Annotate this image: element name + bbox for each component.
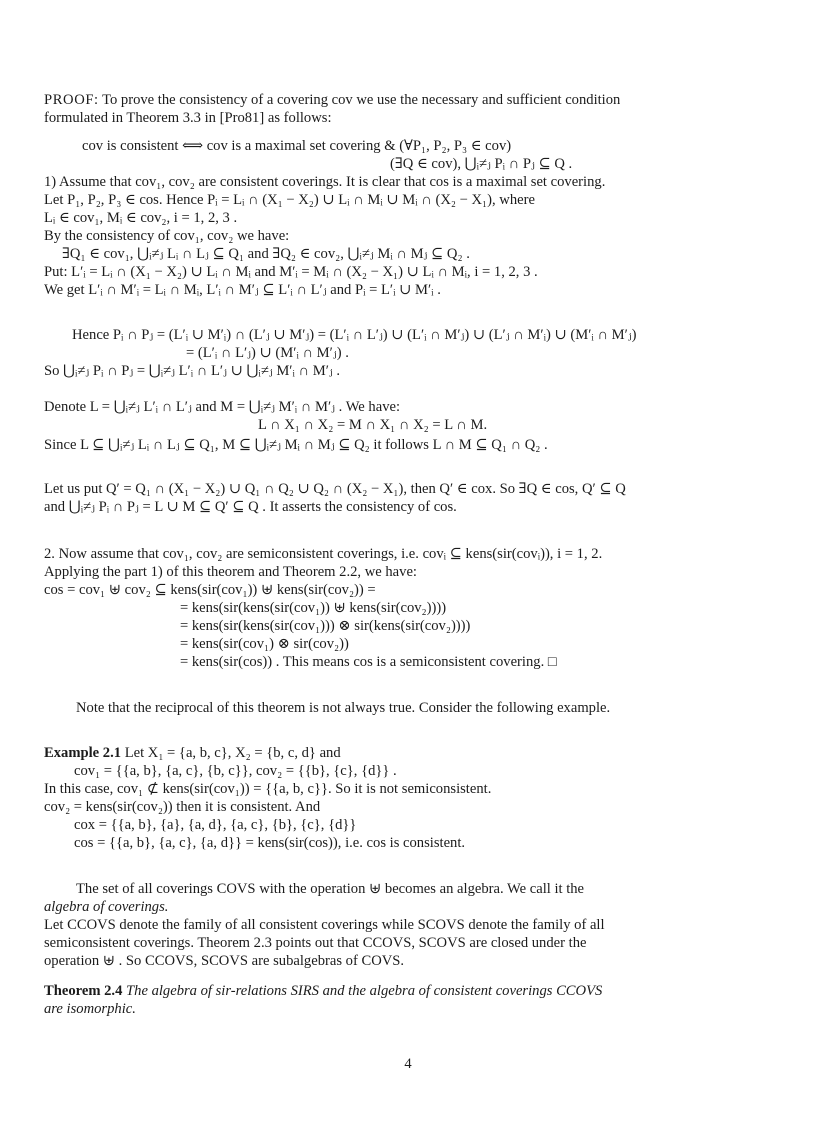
text-line: formulated in Theorem 3.3 in [Pro81] as follows: <box>44 110 332 126</box>
formula-line: = (L′ᵢ ∩ L′ⱼ) ∪ (M′ᵢ ∩ M′ⱼ) . <box>186 345 349 361</box>
example-line-1: Example 2.1 Let X₁ = {a, b, c}, X₂ = {b, c, d} and <box>44 745 341 761</box>
text-line: Lᵢ ∈ cov₁, Mᵢ ∈ cov₂, i = 1, 2, 3 . <box>44 210 238 226</box>
formula-line: cov is consistent ⟺ cov is a maximal set covering & (∀P₁, P₂, P₃ ∈ cov) <box>82 138 512 154</box>
text-line: algebra of coverings. <box>44 899 169 915</box>
formula-line: ∃Q₁ ∈ cov₁, ⋃ᵢ≠ⱼ Lᵢ ∩ Lⱼ ⊆ Q₁ and ∃Q₂ ∈ cov₂, ⋃ᵢ≠ⱼ Mᵢ ∩ Mⱼ ⊆ Q₂ . <box>62 246 470 262</box>
text-line: 2. Now assume that cov₁, cov₂ are semiconsistent coverings, i.e. covᵢ ⊆ kens(sir(covᵢ)), i = 1, 2. <box>44 546 603 562</box>
formula-line: L ∩ X₁ ∩ X₂ = M ∩ X₁ ∩ X₂ = L ∩ M. <box>258 417 488 433</box>
text-line: Applying the part 1) of this theorem and Theorem 2.2, we have: <box>44 564 417 580</box>
formula-line: Hence Pᵢ ∩ Pⱼ = (L′ᵢ ∪ M′ᵢ) ∩ (L′ⱼ ∪ M′ⱼ) = (L′ᵢ ∩ L′ⱼ) ∪ (L′ᵢ ∩ M′ⱼ) ∪ (L′ⱼ ∩ M′ᵢ) ∪ (M′ᵢ ∩ M′ⱼ) <box>72 327 637 343</box>
formula-line: cos = cov₁ ⊎ cov₂ ⊆ kens(sir(cov₁)) ⊎ kens(sir(cov₂)) = <box>44 582 376 598</box>
formula-line: = kens(sir(cov₁) ⊗ sir(cov₂)) <box>180 636 349 652</box>
text-line: operation ⊎ . So CCOVS, SCOVS are subalgebras of COVS. <box>44 953 405 969</box>
formula-line: = kens(sir(kens(sir(cov₁)) ⊎ kens(sir(cov₂)))) <box>180 600 447 616</box>
text-line: 1) Assume that cov₁, cov₂ are consistent coverings. It is clear that cos is a maximal set covering. <box>44 174 606 190</box>
formula-line: cox = {{a, b}, {a}, {a, d}, {a, c}, {b}, {c}, {d}} <box>74 817 357 833</box>
text-line: In this case, cov₁ ⊄ kens(sir(cov₁)) = {{a, b, c}}. So it is not semiconsistent. <box>44 781 492 797</box>
text-line: Denote L = ⋃ᵢ≠ⱼ L′ᵢ ∩ L′ⱼ and M = ⋃ᵢ≠ⱼ M′ᵢ ∩ M′ⱼ . We have: <box>44 399 401 415</box>
text-line: The set of all coverings COVS with the operation ⊎ becomes an algebra. We call it the <box>76 881 585 897</box>
example-label: Example 2.1 <box>44 745 122 761</box>
text-line: We get L′ᵢ ∩ M′ᵢ = Lᵢ ∩ Mᵢ, L′ᵢ ∩ M′ⱼ ⊆ L′ᵢ ∩ L′ⱼ and Pᵢ = L′ᵢ ∪ M′ᵢ . <box>44 282 441 298</box>
proof-line-1: PROOF: To prove the consistency of a covering cov we use the necessary and sufficient condition <box>44 92 621 108</box>
formula-line: cos = {{a, b}, {a, c}, {a, d}} = kens(sir(cos)), i.e. cos is consistent. <box>74 835 466 851</box>
formula-line: cov₁ = {{a, b}, {a, c}, {b, c}}, cov₂ = {{b}, {c}, {d}} . <box>74 763 397 779</box>
text-line: Since L ⊆ ⋃ᵢ≠ⱼ Lᵢ ∩ Lⱼ ⊆ Q₁, M ⊆ ⋃ᵢ≠ⱼ Mᵢ ∩ Mⱼ ⊆ Q₂ it follows L ∩ M ⊆ Q₁ ∩ Q₂ . <box>44 437 548 453</box>
text-line: are isomorphic. <box>44 1001 136 1017</box>
text-line: By the consistency of cov₁, cov₂ we have: <box>44 228 290 244</box>
theorem-label: Theorem 2.4 <box>44 983 123 999</box>
text-line: Put: L′ᵢ = Lᵢ ∩ (X₁ − X₂) ∪ Lᵢ ∩ Mᵢ and M′ᵢ = Mᵢ ∩ (X₂ − X₁) ∪ Lᵢ ∩ Mᵢ, i = 1, 2, 3 . <box>44 264 538 280</box>
formula-line: = kens(sir(kens(sir(cov₁))) ⊗ sir(kens(sir(cov₂)))) <box>180 618 471 634</box>
formula-line: (∃Q ∈ cov), ⋃ᵢ≠ⱼ Pᵢ ∩ Pⱼ ⊆ Q . <box>390 156 573 172</box>
proof-label: PROOF: <box>44 92 99 108</box>
formula-line: So ⋃ᵢ≠ⱼ Pᵢ ∩ Pⱼ = ⋃ᵢ≠ⱼ L′ᵢ ∩ L′ⱼ ∪ ⋃ᵢ≠ⱼ M′ᵢ ∩ M′ⱼ . <box>44 363 341 379</box>
text-line: Let CCOVS denote the family of all consistent coverings while SCOVS denote the family of all <box>44 917 605 933</box>
text-line: semiconsistent coverings. Theorem 2.3 points out that CCOVS, SCOVS are closed under the <box>44 935 587 951</box>
text-line: cov₂ = kens(sir(cov₂)) then it is consistent. And <box>44 799 321 815</box>
text-line: Let us put Q′ = Q₁ ∩ (X₁ − X₂) ∪ Q₁ ∩ Q₂ ∪ Q₂ ∩ (X₂ − X₁), then Q′ ∈ cox. So ∃Q ∈ cos, Q′ ⊆ Q <box>44 481 626 497</box>
theorem-line-1: Theorem 2.4 The algebra of sir-relations SIRS and the algebra of consistent coverings CCOVS <box>44 983 603 999</box>
formula-line: = kens(sir(cos)) . This means cos is a semiconsistent covering. □ <box>180 654 557 670</box>
page-number: 4 <box>404 1056 412 1072</box>
text-line: Let P₁, P₂, P₃ ∈ cos. Hence Pᵢ = Lᵢ ∩ (X₁ − X₂) ∪ Lᵢ ∩ Mᵢ ∪ Mᵢ ∩ (X₂ − X₁), where <box>44 192 535 208</box>
text-line: Note that the reciprocal of this theorem is not always true. Consider the following example. <box>76 700 611 716</box>
text-line: and ⋃ᵢ≠ⱼ Pᵢ ∩ Pⱼ = L ∪ M ⊆ Q′ ⊆ Q . It asserts the consistency of cos. <box>44 499 457 515</box>
